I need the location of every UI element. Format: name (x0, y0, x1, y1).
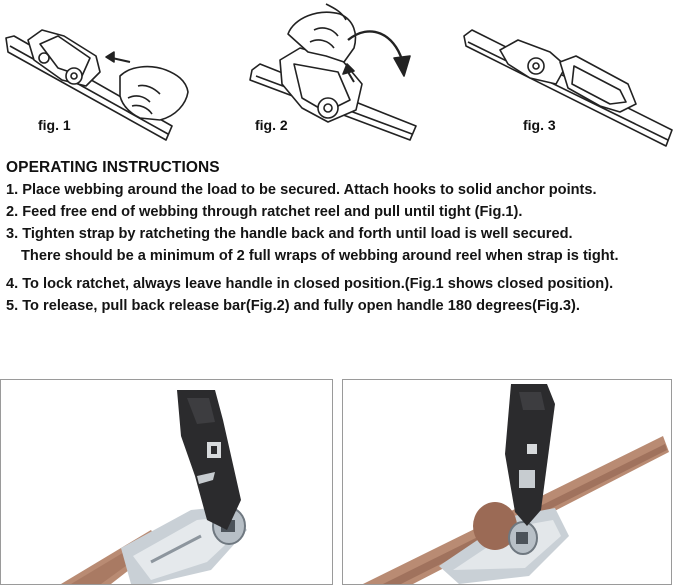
figure-2 (230, 0, 430, 150)
instruction-step-2: 2. Feed free end of webbing through ratchet reel and pull until tight (Fig.1). (6, 204, 523, 220)
instruction-step-5: 5. To release, pull back release bar(Fig.2) and fully open handle 180 degrees(Fig.3). (6, 298, 580, 314)
ratchet-fully-open-drawing (460, 0, 679, 150)
instruction-step-1: 1. Place webbing around the load to be secured. Attach hooks to solid anchor points. (6, 182, 597, 198)
instructions-title: OPERATING INSTRUCTIONS (6, 159, 220, 176)
instruction-step-3: 3. Tighten strap by ratcheting the handle back and forth until load is well secured. (6, 226, 573, 242)
figure-3 (460, 0, 679, 150)
figure-3-label: fig. 3 (523, 117, 556, 133)
operating-instructions (6, 157, 676, 317)
ratchet-closed-drawing (0, 0, 200, 145)
instruction-step-3-note: There should be a minimum of 2 full wraps of webbing around reel when strap is tight. (21, 248, 619, 264)
figure-1 (0, 0, 200, 145)
ratchet-closed-photo (0, 379, 333, 585)
figure-2-label: fig. 2 (255, 117, 288, 133)
ratchet-partially-open-photo (342, 379, 672, 585)
figure-1-label: fig. 1 (38, 117, 71, 133)
instruction-step-4: 4. To lock ratchet, always leave handle in closed position.(Fig.1 shows closed position). (6, 276, 614, 292)
